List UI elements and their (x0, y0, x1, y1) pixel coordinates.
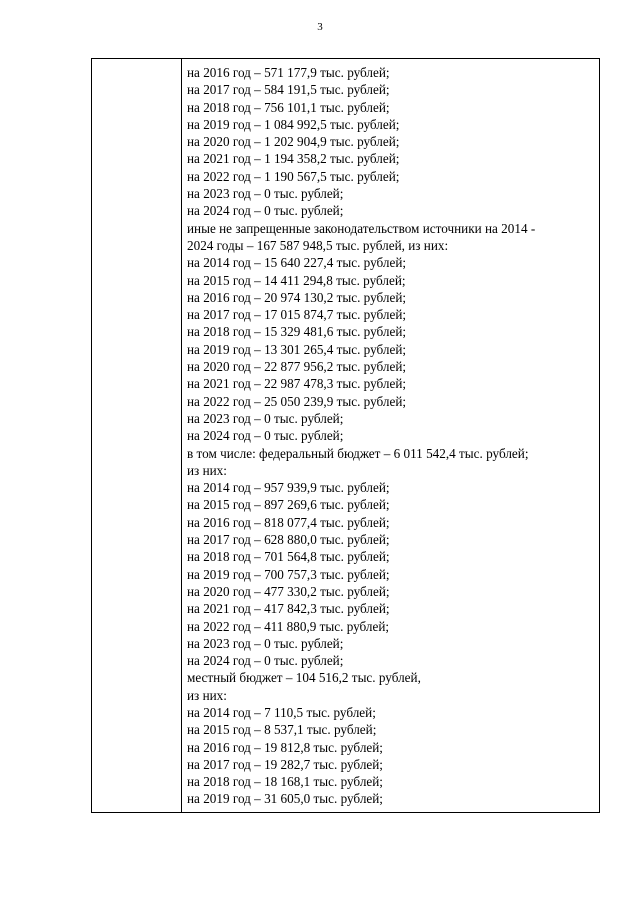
text-line: на 2019 год – 31 605,0 тыс. рублей; (187, 791, 383, 807)
text-line: на 2020 год – 477 330,2 тыс. рублей; (187, 583, 390, 599)
text-line: на 2021 год – 417 842,3 тыс. рублей; (187, 601, 390, 617)
text-line: на 2019 год – 1 084 992,5 тыс. рублей; (187, 116, 400, 132)
text-line: на 2016 год – 571 177,9 тыс. рублей; (187, 65, 390, 80)
text-line: на 2020 год – 22 877 956,2 тыс. рублей; (187, 359, 407, 375)
text-line: на 2014 год – 15 640 227,4 тыс. рублей; (187, 255, 407, 271)
text-line: на 2015 год – 897 269,6 тыс. рублей; (187, 497, 390, 513)
text-line: на 2022 год – 411 880,9 тыс. рублей; (187, 618, 390, 634)
text-line: на 2015 год – 8 537,1 тыс. рублей; (187, 722, 377, 738)
text-line: на 2019 год – 700 757,3 тыс. рублей; (187, 566, 390, 582)
text-line: в том числе: федеральный бюджет – 6 011 542,4 тыс. рублей; (187, 445, 529, 461)
text-line: на 2021 год – 1 194 358,2 тыс. рублей; (187, 151, 400, 167)
text-line: на 2023 год – 0 тыс. рублей; (187, 410, 344, 426)
text-line: на 2018 год – 701 564,8 тыс. рублей; (187, 549, 390, 565)
text-line: иные не запрещенные законодательством источники на 2014 - (187, 220, 536, 236)
text-line: 2024 годы – 167 587 948,5 тыс. рублей, из них: (187, 237, 449, 253)
text-line: из них: (187, 462, 227, 478)
text-line: на 2021 год – 22 987 478,3 тыс. рублей; (187, 376, 407, 392)
text-line: на 2019 год – 13 301 265,4 тыс. рублей; (187, 341, 407, 357)
funding-table (91, 58, 600, 813)
text-line: на 2018 год – 756 101,1 тыс. рублей; (187, 99, 390, 115)
text-line: на 2020 год – 1 202 904,9 тыс. рублей; (187, 134, 400, 150)
text-line: на 2024 год – 0 тыс. рублей; (187, 203, 344, 219)
text-line: на 2015 год – 14 411 294,8 тыс. рублей; (187, 272, 406, 288)
text-line: на 2016 год – 818 077,4 тыс. рублей; (187, 514, 390, 530)
text-line: на 2017 год – 628 880,0 тыс. рублей; (187, 532, 390, 548)
text-line: на 2023 год – 0 тыс. рублей; (187, 635, 344, 651)
text-line: на 2017 год – 19 282,7 тыс. рублей; (187, 756, 383, 772)
text-line: на 2018 год – 18 168,1 тыс. рублей; (187, 774, 383, 790)
text-line: на 2017 год – 17 015 874,7 тыс. рублей; (187, 307, 407, 323)
text-line: на 2014 год – 7 110,5 тыс. рублей; (187, 704, 376, 720)
text-line: на 2016 год – 20 974 130,2 тыс. рублей; (187, 289, 407, 305)
text-line: на 2022 год – 25 050 239,9 тыс. рублей; (187, 393, 407, 409)
text-line: местный бюджет – 104 516,2 тыс. рублей, (187, 670, 421, 686)
text-line: на 2024 год – 0 тыс. рублей; (187, 428, 344, 444)
column-divider (181, 59, 182, 812)
text-line: на 2018 год – 15 329 481,6 тыс. рублей; (187, 324, 407, 340)
funding-text-cell (187, 64, 597, 808)
text-line: на 2022 год – 1 190 567,5 тыс. рублей; (187, 168, 400, 184)
text-line: на 2017 год – 584 191,5 тыс. рублей; (187, 82, 390, 98)
text-line: на 2016 год – 19 812,8 тыс. рублей; (187, 739, 383, 755)
text-line: на 2014 год – 957 939,9 тыс. рублей; (187, 480, 390, 496)
text-line: на 2024 год – 0 тыс. рублей; (187, 653, 344, 669)
text-line: на 2023 год – 0 тыс. рублей; (187, 186, 344, 202)
page-number: 3 (317, 21, 323, 33)
text-line: из них: (187, 687, 227, 703)
